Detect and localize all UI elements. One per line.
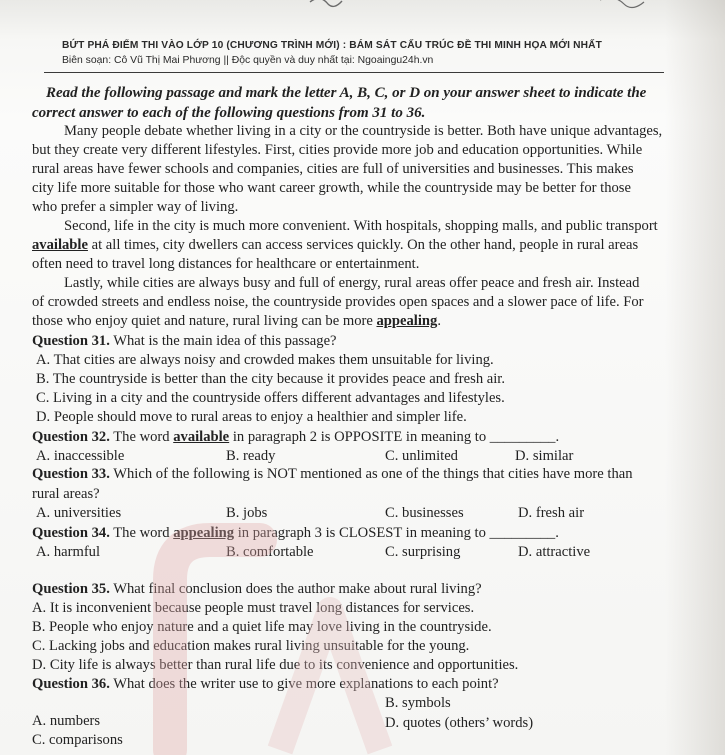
option-33-c: C. businesses — [385, 505, 464, 521]
passage-line: those who enjoy quiet and nature, rural living can be more appealing. — [32, 313, 441, 329]
header-divider — [44, 72, 664, 73]
passage-line: Lastly, while cities are always busy and full of energy, rural areas offer peace and fresh air. Instead — [64, 275, 640, 291]
instruction-line-1: Read the following passage and mark the letter A, B, C, or D on your answer sheet to indicate the — [46, 85, 647, 101]
highlighted-word-appealing: appealing — [376, 313, 438, 329]
passage-line: of crowded streets and endless noise, the countryside provides open spaces and a slower pace of life. For — [32, 294, 644, 310]
option-35-b: B. People who enjoy nature and a quiet life may love living in the countryside. — [32, 619, 492, 635]
option-36-c: C. comparisons — [32, 732, 123, 748]
question-31-stem: Question 31. What is the main idea of this passage? — [32, 333, 337, 349]
instruction-line-2: correct answer to each of the following questions from 31 to 36. — [32, 105, 426, 121]
question-33-stem-line-2: rural areas? — [32, 486, 100, 502]
option-36-a: A. numbers — [32, 713, 101, 729]
option-36-d: D. quotes (others’ words) — [385, 715, 534, 731]
passage-line: but they create very different lifestyles. First, cities provide more job and education opportunities. While — [32, 142, 643, 158]
option-32-c: C. unlimited — [385, 448, 458, 464]
question-36-stem: Question 36. What does the writer use to give more explanations to each point? — [32, 676, 499, 692]
option-32-a: A. inaccessible — [36, 448, 125, 464]
option-34-d: D. attractive — [518, 544, 591, 560]
page-shadow — [665, 0, 725, 755]
option-34-b: B. comfortable — [226, 544, 314, 560]
option-33-d: D. fresh air — [518, 505, 585, 521]
passage-line: available at all times, city dwellers can access services quickly. On the other hand, people in rural areas — [32, 237, 639, 253]
question-33-stem: Question 33. Which of the following is NOT mentioned as one of the things that cities have more than — [32, 466, 633, 482]
passage-line: who prefer a simpler way of living. — [32, 199, 239, 215]
handwriting-scribble — [300, 0, 720, 16]
option-32-b: B. ready — [226, 448, 276, 464]
passage-line: city life more suitable for those who want career growth, while the countryside may be better for those — [32, 180, 631, 196]
option-33-b: B. jobs — [226, 505, 268, 521]
question-35-stem: Question 35. What final conclusion does the author make about rural living? — [32, 581, 482, 597]
question-34-stem: Question 34. The word appealing in paragraph 3 is CLOSEST in meaning to _________. — [32, 525, 559, 541]
option-34-a: A. harmful — [36, 544, 101, 560]
option-33-a: A. universities — [36, 505, 122, 521]
option-34-c: C. surprising — [385, 544, 461, 560]
header-subtitle: Biên soạn: Cô Vũ Thị Mai Phương || Độc quyền và duy nhất tại: Ngoaingu24h.vn — [62, 55, 434, 66]
header-title: BỨT PHÁ ĐIỂM THI VÀO LỚP 10 (CHƯƠNG TRÌNH MỚI) : BÁM SÁT CẤU TRÚC ĐỀ THI MINH HỌA MỚI NHẤT — [62, 40, 603, 51]
option-36-b: B. symbols — [385, 695, 451, 711]
watermark-logo — [150, 520, 400, 755]
highlighted-word-available: available — [32, 237, 88, 253]
option-35-a: A. It is inconvenient because people must travel long distances for services. — [32, 600, 475, 616]
option-31-a: A. That cities are always noisy and crowded makes them unsuitable for living. — [36, 352, 494, 368]
option-35-c: C. Lacking jobs and education makes rural living unsuitable for the young. — [32, 638, 470, 654]
option-31-d: D. People should move to rural areas to enjoy a healthier and simpler life. — [36, 409, 467, 425]
option-31-b: B. The countryside is better than the city because it provides peace and fresh air. — [36, 371, 506, 387]
option-31-c: C. Living in a city and the countryside offers different advantages and lifestyles. — [36, 390, 505, 406]
passage-line: often need to travel long distances for healthcare or entertainment. — [32, 256, 420, 272]
passage-line: Many people debate whether living in a city or the countryside is better. Both have unique advantages, — [64, 123, 663, 139]
passage-line: rural areas have fewer schools and companies, cities are full of universities and businesses. This makes — [32, 161, 634, 177]
option-35-d: D. City life is always better than rural life due to its convenience and opportunities. — [32, 657, 519, 673]
question-32-stem: Question 32. The word available in paragraph 2 is OPPOSITE in meaning to _________. — [32, 429, 560, 445]
passage-line: Second, life in the city is much more convenient. With hospitals, shopping malls, and public transport — [64, 218, 658, 234]
option-32-d: D. similar — [515, 448, 574, 464]
